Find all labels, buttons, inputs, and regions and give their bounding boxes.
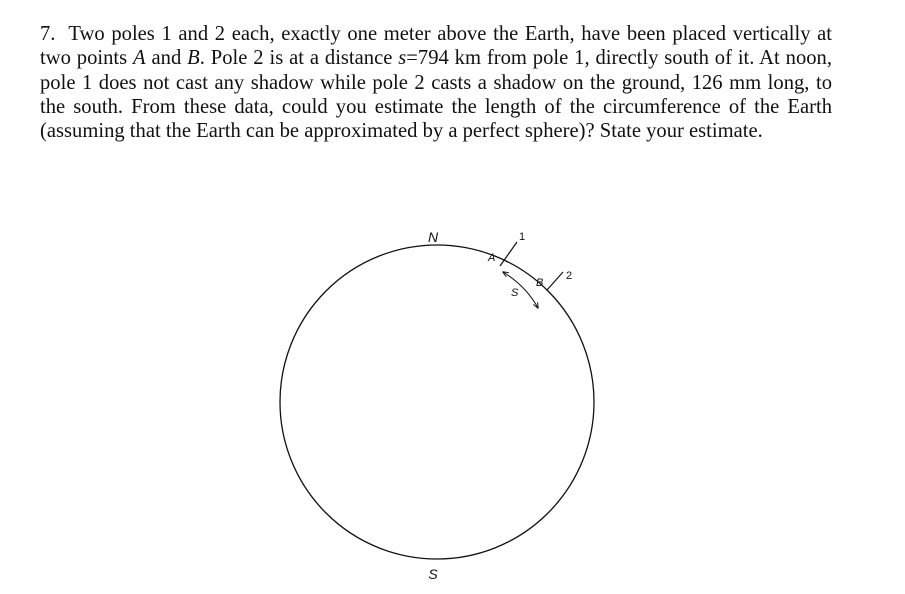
- problem-number: 7.: [40, 23, 56, 45]
- point-a-ref: A: [133, 47, 146, 70]
- pole-2: [547, 272, 563, 290]
- problem-text-part: . Pole 2 is at a distance: [199, 47, 399, 70]
- earth-circle: [280, 245, 594, 559]
- point-a-label: A: [488, 252, 496, 264]
- distance-symbol: s: [398, 47, 407, 70]
- problem-text-part: and: [145, 47, 188, 70]
- north-label: N: [427, 229, 439, 245]
- pole-2-label: 2: [566, 270, 573, 282]
- problem-text-part: Two poles 1 and 2 each, exactly one meter above the Earth, have been placed vertically at two points: [40, 23, 832, 70]
- arc-distance-label: S: [511, 287, 519, 299]
- problem-text-part: =794 km from pole 1, directly south of it. At noon, pole 1 does not cast any shadow while pole 2 casts a shadow on the ground, 126 mm long, to the south. From these data, could you estimate the length of the circumference of the Earth (assuming that the Earth can be approximated by a perfect sphere)? State your estimate.: [40, 47, 833, 143]
- point-b-ref: B: [187, 47, 200, 70]
- south-label: S: [428, 566, 438, 582]
- pole-1-label: 1: [519, 231, 526, 243]
- point-b-label: B: [536, 277, 544, 289]
